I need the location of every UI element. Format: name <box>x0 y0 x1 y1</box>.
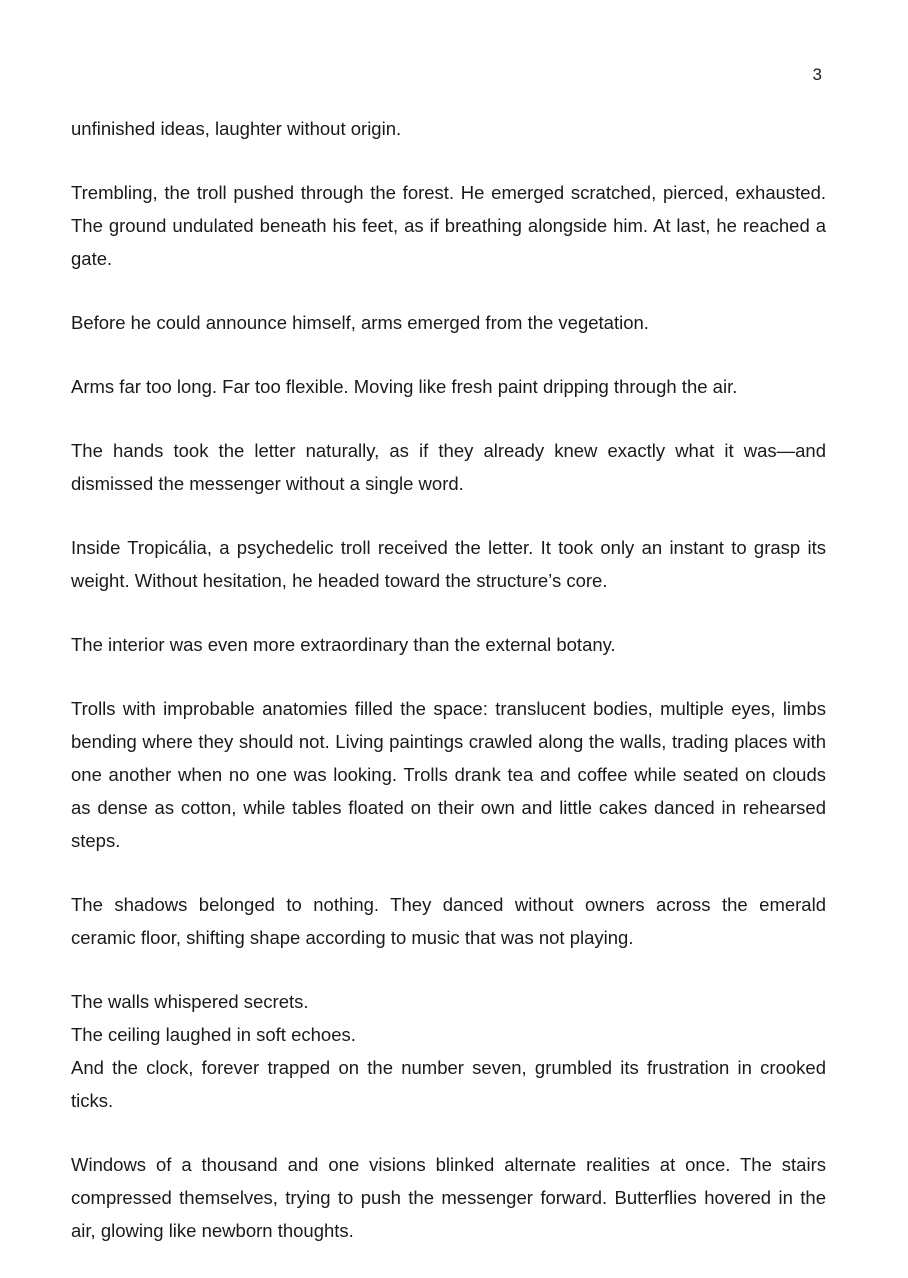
body-text <box>71 112 826 1278</box>
paragraph-7: The interior was even more extraordinary than the external botany. <box>71 634 616 655</box>
paragraph-4: Arms far too long. Far too flexible. Moving like fresh paint dripping through the air. <box>71 376 738 397</box>
paragraph-5: The hands took the letter naturally, as if they already knew exactly what it was—and dismissed the messenger without a single word. <box>71 440 826 494</box>
paragraph-9: The shadows belonged to nothing. They danced without owners across the emerald ceramic floor, shifting shape according to music that was not playing. <box>71 894 826 948</box>
paragraph-8: Trolls with improbable anatomies filled the space: translucent bodies, multiple eyes, limbs bending where they should not. Living paintings crawled along the walls, trading places with one another when no one was looking. Trolls drank tea and coffee while seated on clouds as dense as cotton, while tables floated on their own and little cakes danced in rehearsed steps. <box>71 698 826 851</box>
paragraph-final: Windows of a thousand and one visions blinked alternate realities at once. The stairs compressed themselves, trying to push the messenger forward. Butterflies hovered in the air, glowing like newborn thoughts. <box>71 1154 826 1241</box>
paragraph-6: Inside Tropicália, a psychedelic troll received the letter. It took only an instant to grasp its weight. Without hesitation, he headed toward the structure’s core. <box>71 537 826 591</box>
paragraph-1: unfinished ideas, laughter without origin. <box>71 118 402 139</box>
verse-block <box>71 985 826 1117</box>
paragraph-3: Before he could announce himself, arms emerged from the vegetation. <box>71 312 649 333</box>
page-number: 3 <box>812 65 822 84</box>
verse-line-walls: The walls whispered secrets. <box>71 991 309 1012</box>
verse-line-ceiling: The ceiling laughed in soft echoes. <box>71 1024 356 1045</box>
verse-line-clock: And the clock, forever trapped on the number seven, grumbled its frustration in crooked ticks. <box>71 1057 826 1111</box>
paragraph-2: Trembling, the troll pushed through the forest. He emerged scratched, pierced, exhausted. The ground undulated beneath his feet, as if breathing alongside him. At last, he reached a gate. <box>71 182 826 269</box>
